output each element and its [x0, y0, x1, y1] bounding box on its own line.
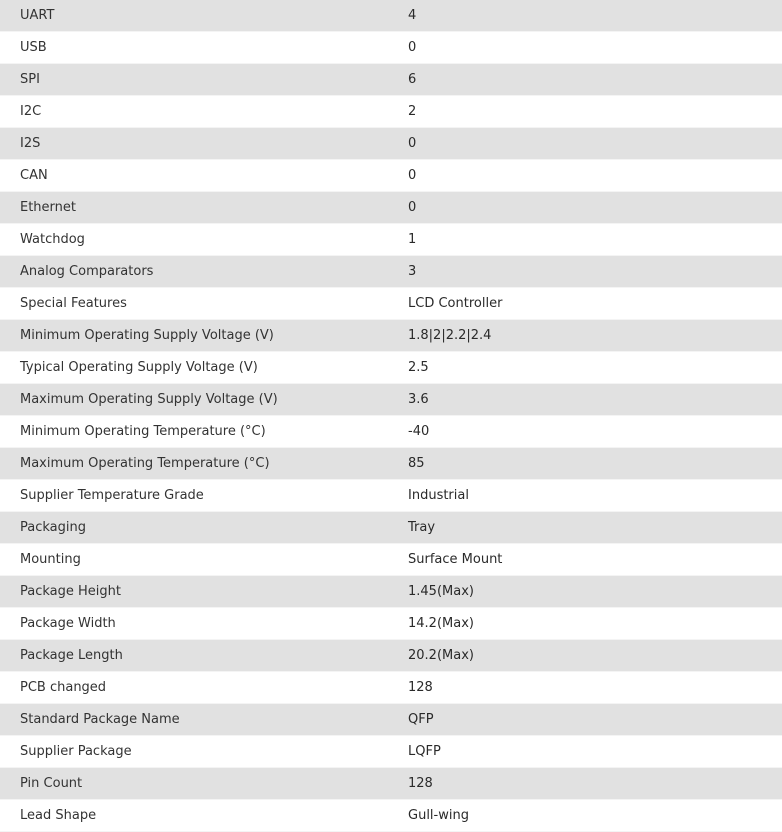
spec-label: Lead Shape	[0, 800, 408, 832]
spec-row-pcb-changed	[0, 672, 782, 704]
spec-value: 2.5	[408, 352, 782, 384]
spec-value: 20.2(Max)	[408, 640, 782, 672]
spec-label: Minimum Operating Temperature (°C)	[0, 416, 408, 448]
spec-label: Watchdog	[0, 224, 408, 256]
spec-value: 1.8|2|2.2|2.4	[408, 320, 782, 352]
spec-label: UART	[0, 0, 408, 32]
spec-row-special-features	[0, 288, 782, 320]
spec-value: Tray	[408, 512, 782, 544]
spec-value: 14.2(Max)	[408, 608, 782, 640]
spec-value: 0	[408, 160, 782, 192]
spec-row-lead-shape	[0, 800, 782, 832]
spec-row-watchdog	[0, 224, 782, 256]
spec-label: Supplier Temperature Grade	[0, 480, 408, 512]
spec-label: Maximum Operating Supply Voltage (V)	[0, 384, 408, 416]
spec-label: Typical Operating Supply Voltage (V)	[0, 352, 408, 384]
spec-row-max-supply-voltage	[0, 384, 782, 416]
spec-label: Packaging	[0, 512, 408, 544]
spec-row-min-supply-voltage	[0, 320, 782, 352]
spec-value: 1.45(Max)	[408, 576, 782, 608]
spec-label: Pin Count	[0, 768, 408, 800]
spec-value: 128	[408, 672, 782, 704]
spec-row-typ-supply-voltage	[0, 352, 782, 384]
spec-row-standard-package-name	[0, 704, 782, 736]
spec-label: CAN	[0, 160, 408, 192]
spec-value: LQFP	[408, 736, 782, 768]
spec-label: Minimum Operating Supply Voltage (V)	[0, 320, 408, 352]
spec-value: Industrial	[408, 480, 782, 512]
spec-row-mounting	[0, 544, 782, 576]
spec-row-i2c	[0, 96, 782, 128]
spec-value: 3	[408, 256, 782, 288]
spec-label: Standard Package Name	[0, 704, 408, 736]
spec-value: 0	[408, 32, 782, 64]
spec-row-packaging	[0, 512, 782, 544]
spec-row-usb	[0, 32, 782, 64]
spec-row-package-length	[0, 640, 782, 672]
spec-label: Package Height	[0, 576, 408, 608]
spec-label: USB	[0, 32, 408, 64]
spec-label: PCB changed	[0, 672, 408, 704]
spec-label: Package Length	[0, 640, 408, 672]
spec-label: I2C	[0, 96, 408, 128]
spec-label: Supplier Package	[0, 736, 408, 768]
spec-value: Gull-wing	[408, 800, 782, 832]
spec-value: 6	[408, 64, 782, 96]
spec-label: Maximum Operating Temperature (°C)	[0, 448, 408, 480]
spec-label: Ethernet	[0, 192, 408, 224]
spec-value: -40	[408, 416, 782, 448]
spec-value: 0	[408, 192, 782, 224]
spec-row-spi	[0, 64, 782, 96]
spec-value: 1	[408, 224, 782, 256]
spec-row-min-temperature	[0, 416, 782, 448]
spec-label: Mounting	[0, 544, 408, 576]
spec-value: 2	[408, 96, 782, 128]
spec-value: LCD Controller	[408, 288, 782, 320]
spec-value: 3.6	[408, 384, 782, 416]
spec-row-package-height	[0, 576, 782, 608]
spec-label: I2S	[0, 128, 408, 160]
spec-row-ethernet	[0, 192, 782, 224]
spec-row-max-temperature	[0, 448, 782, 480]
spec-value: 128	[408, 768, 782, 800]
spec-row-analog-comparators	[0, 256, 782, 288]
spec-label: Analog Comparators	[0, 256, 408, 288]
spec-label: Package Width	[0, 608, 408, 640]
spec-value: QFP	[408, 704, 782, 736]
spec-row-i2s	[0, 128, 782, 160]
spec-row-supplier-package	[0, 736, 782, 768]
spec-row-uart	[0, 0, 782, 32]
spec-label: SPI	[0, 64, 408, 96]
spec-label: Special Features	[0, 288, 408, 320]
spec-value: 4	[408, 0, 782, 32]
spec-row-pin-count	[0, 768, 782, 800]
spec-value: 0	[408, 128, 782, 160]
spec-value: Surface Mount	[408, 544, 782, 576]
spec-row-package-width	[0, 608, 782, 640]
spec-row-can	[0, 160, 782, 192]
spec-row-temperature-grade	[0, 480, 782, 512]
spec-value: 85	[408, 448, 782, 480]
